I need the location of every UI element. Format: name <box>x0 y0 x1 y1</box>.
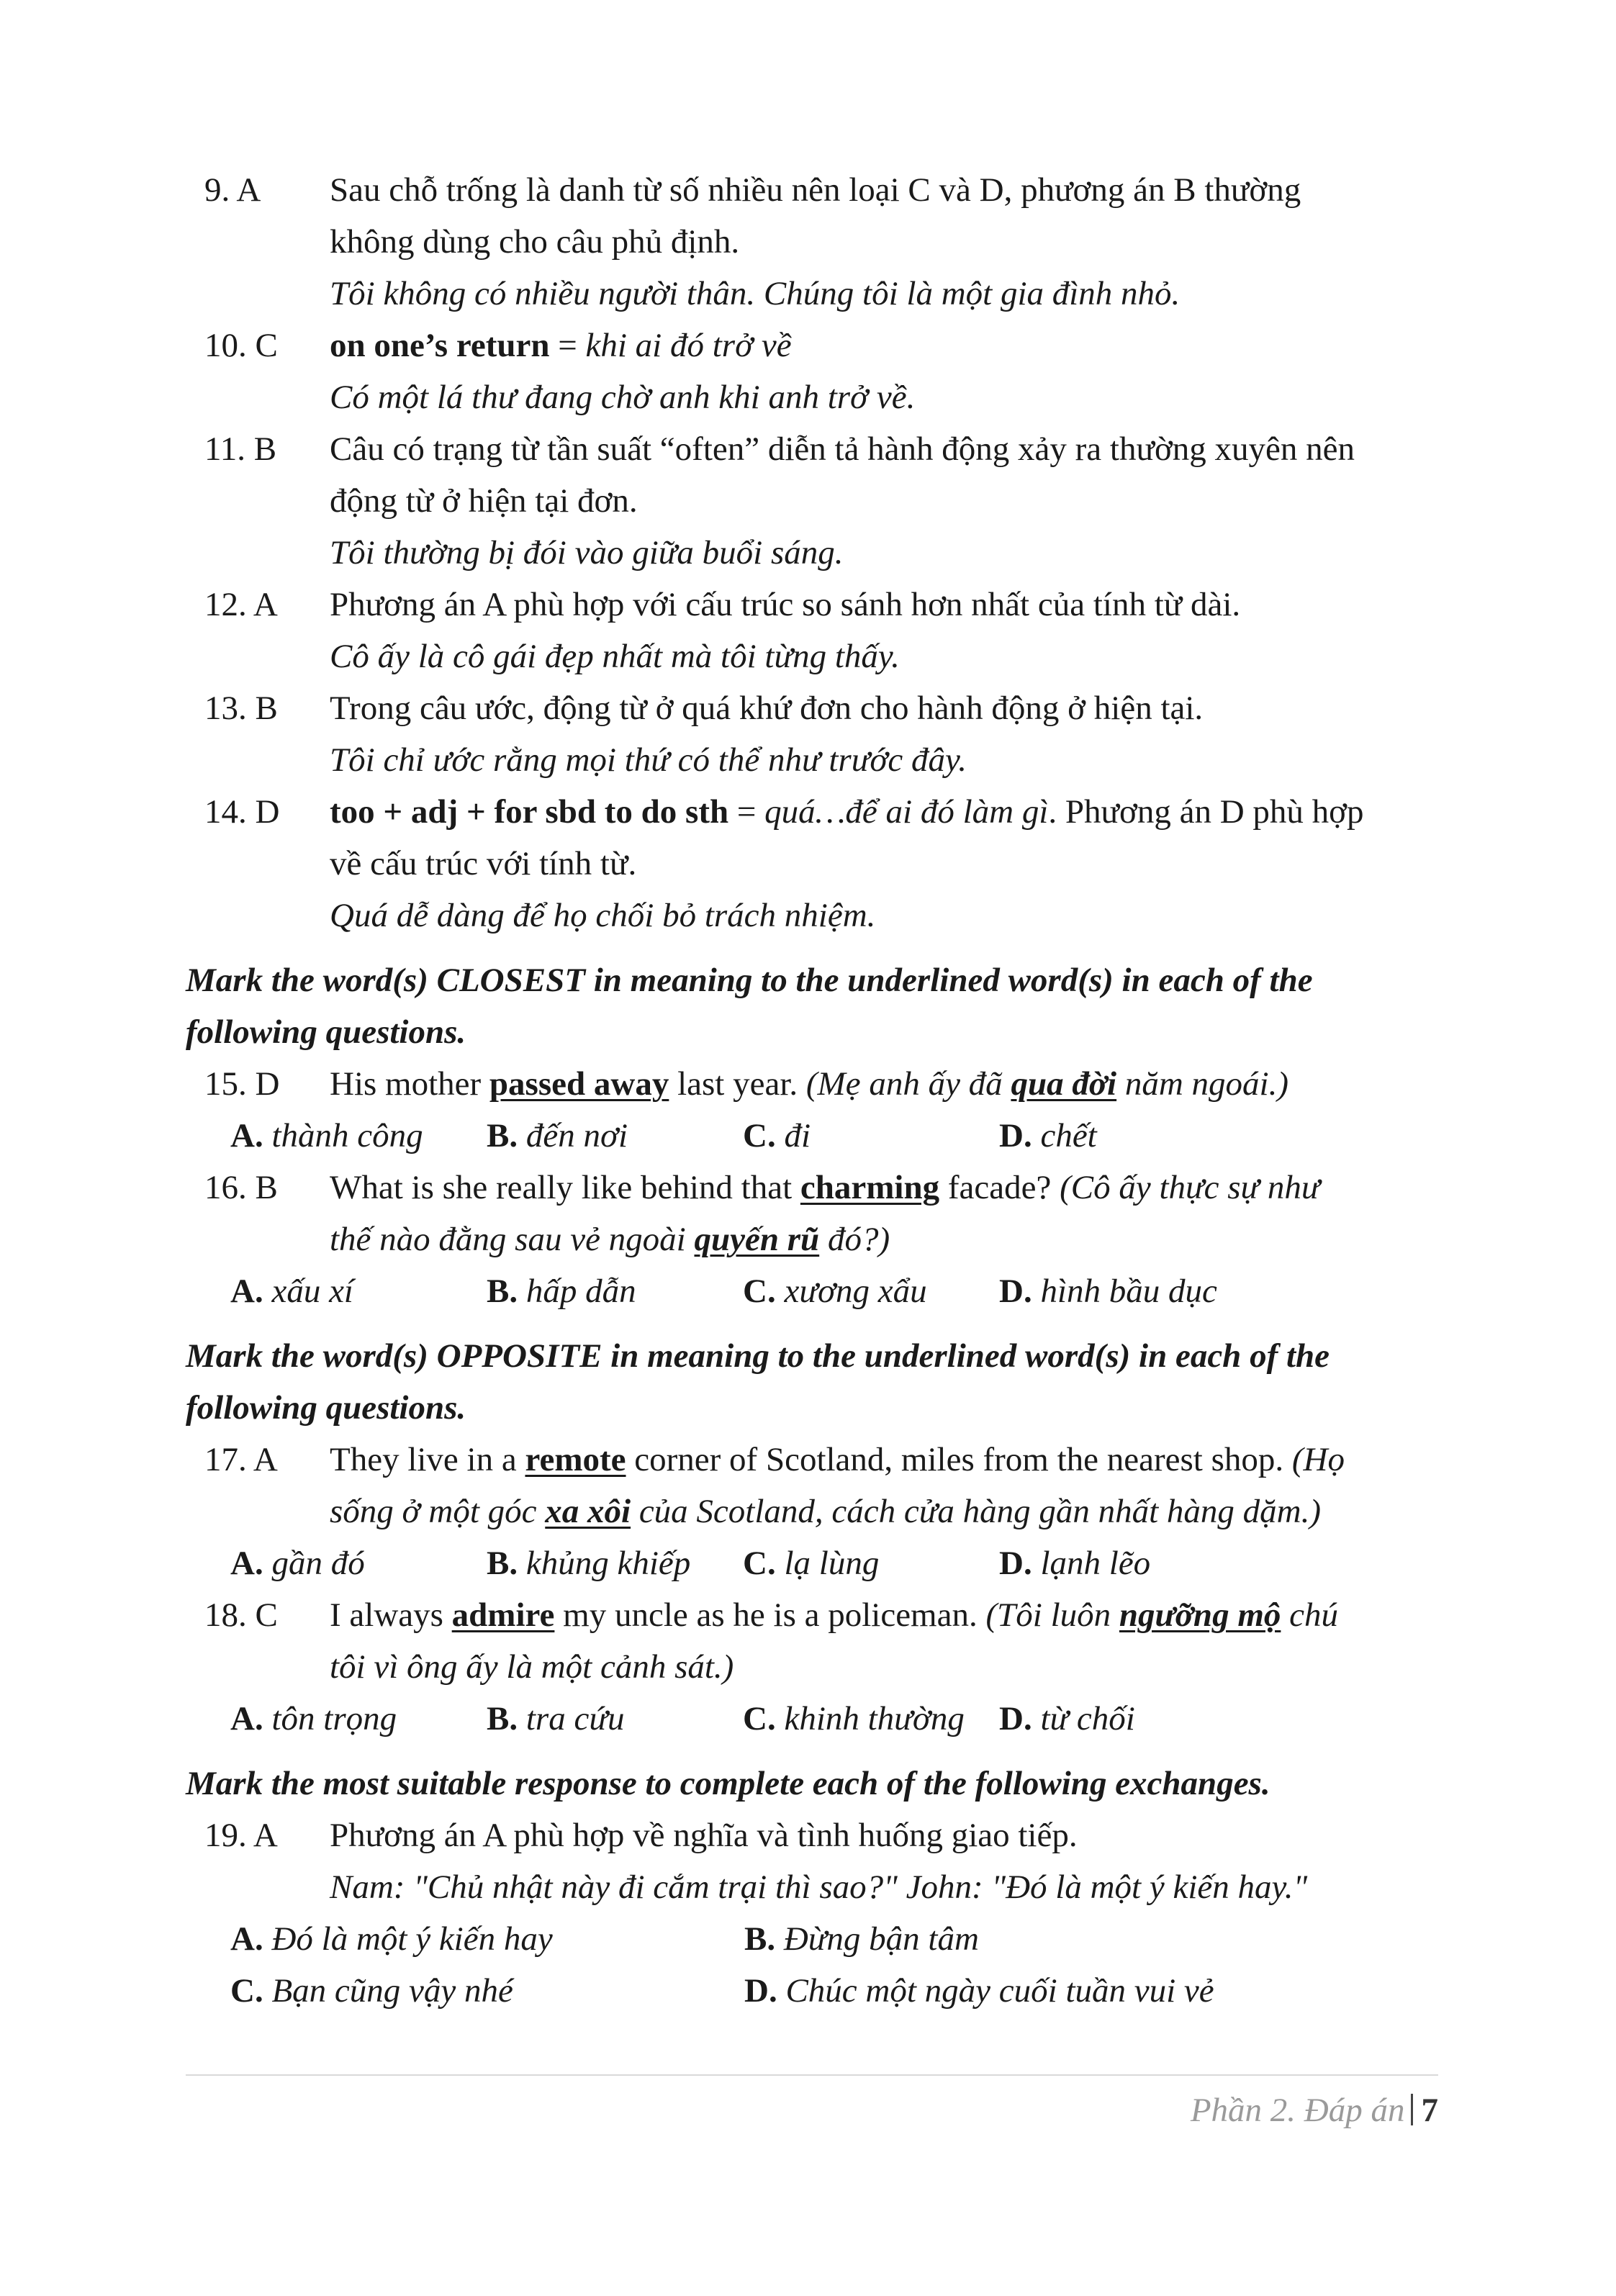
answer-number: 10. C <box>204 327 278 364</box>
structure: on one’s return <box>330 327 550 364</box>
translation: của Scotland, cách cửa hàng gần nhất hàng dặm.) <box>631 1493 1322 1530</box>
option-c <box>743 1265 999 1317</box>
section-heading-line: Mark the most suitable response to complete each of the following exchanges. <box>186 1765 1270 1802</box>
option-text: Đó là một ý kiến hay <box>263 1920 553 1958</box>
answer-number: 18. C <box>204 1596 278 1634</box>
option-b <box>744 1913 1258 1965</box>
page-number: 7 <box>1421 2092 1438 2129</box>
option-letter: A. <box>230 1117 263 1154</box>
translation: (Cô ấy thực sự như <box>1060 1169 1320 1206</box>
answer-item-12 <box>186 579 1438 682</box>
question-text: corner of Scotland, miles from the nearest shop. <box>626 1441 1292 1478</box>
answer-number: 19. A <box>204 1817 278 1854</box>
answer-item-9 <box>186 164 1438 320</box>
answer-item-19 <box>186 1809 1438 1913</box>
question-line <box>330 1162 1438 1213</box>
answer-number: 12. A <box>204 586 278 623</box>
underlined-word: remote <box>525 1441 626 1478</box>
translation: Quá dễ dàng để họ chối bỏ trách nhiệm. <box>330 897 876 934</box>
option-b <box>487 1265 743 1317</box>
option-letter: B. <box>744 1920 776 1958</box>
question-text: I always <box>330 1596 452 1634</box>
option-letter: C. <box>743 1700 776 1737</box>
option-letter: B. <box>487 1273 518 1310</box>
option-letter: D. <box>999 1545 1032 1582</box>
answer-item-17 <box>186 1434 1438 1537</box>
option-c <box>743 1110 999 1162</box>
options-19-row2 <box>186 1965 1438 2017</box>
option-text: khinh thường <box>775 1700 965 1737</box>
option-d <box>999 1693 1255 1745</box>
section-heading-line: Mark the word(s) CLOSEST in meaning to the underlined word(s) in each of the <box>186 962 1313 999</box>
option-a <box>230 1913 744 1965</box>
options-17 <box>186 1537 1438 1589</box>
footer-title: Phần 2. Đáp án <box>1190 2092 1405 2129</box>
explanation-line <box>330 320 1438 371</box>
option-letter: B. <box>487 1117 518 1154</box>
equals: = <box>728 793 765 831</box>
answer-key-page <box>186 164 1438 2017</box>
question-text: What is she really like behind that <box>330 1169 800 1206</box>
translation: năm ngoái.) <box>1116 1065 1289 1103</box>
option-text: lạ lùng <box>775 1545 880 1582</box>
answer-number: 11. B <box>204 430 277 468</box>
explanation-line: Trong câu ước, động từ ở quá khứ đơn cho hành động ở hiện tại. <box>330 690 1204 727</box>
options-15 <box>186 1110 1438 1162</box>
translation-line <box>330 1486 1438 1537</box>
translation-line: tôi vì ông ấy là một cảnh sát.) <box>330 1648 734 1686</box>
translation: Nam: "Chủ nhật này đi cắm trại thì sao?" John: "Đó là một ý kiến hay." <box>330 1868 1308 1906</box>
translation: (Họ <box>1291 1441 1345 1478</box>
option-letter: C. <box>743 1273 776 1310</box>
translation: sống ở một góc <box>330 1493 546 1530</box>
option-text: Chúc một ngày cuối tuần vui vẻ <box>777 1972 1214 2010</box>
explanation-line: không dùng cho câu phủ định. <box>330 223 740 261</box>
option-a <box>230 1537 487 1589</box>
answer-number: 9. A <box>204 171 261 209</box>
explanation-line: Phương án A phù hợp về nghĩa và tình huống giao tiếp. <box>330 1817 1078 1854</box>
option-text: thành công <box>263 1117 423 1154</box>
translation: (Mẹ anh ấy đã <box>805 1065 1011 1103</box>
section-heading-line: following questions. <box>186 1389 466 1427</box>
translation-line <box>330 1213 1438 1265</box>
option-text: Đừng bận tâm <box>775 1920 979 1958</box>
option-letter: A. <box>230 1273 263 1310</box>
option-c <box>743 1693 999 1745</box>
option-letter: D. <box>999 1117 1032 1154</box>
option-letter: B. <box>487 1545 518 1582</box>
answer-number: 17. A <box>204 1441 278 1478</box>
translation: Tôi không có nhiều người thân. Chúng tôi là một gia đình nhỏ. <box>330 275 1181 312</box>
option-d <box>999 1110 1255 1162</box>
explanation-line: Câu có trạng từ tần suất “often” diễn tả hành động xảy ra thường xuyên nên <box>330 430 1355 468</box>
option-text: lạnh lẽo <box>1032 1545 1151 1582</box>
answer-item-14 <box>186 786 1438 941</box>
option-d <box>999 1537 1255 1589</box>
answer-item-16 <box>186 1162 1438 1265</box>
translation: Có một lá thư đang chờ anh khi anh trở về. <box>330 379 916 416</box>
answer-item-11 <box>186 423 1438 579</box>
section-heading-response <box>186 1758 1438 1809</box>
option-text: từ chối <box>1032 1700 1135 1737</box>
option-b <box>487 1537 743 1589</box>
explanation-line: về cấu trúc với tính từ. <box>330 845 637 882</box>
option-text: Bạn cũng vậy nhé <box>263 1972 513 2010</box>
footer-separator <box>1411 2094 1413 2125</box>
answer-number: 14. D <box>204 793 280 831</box>
answer-item-13 <box>186 682 1438 786</box>
page-footer <box>1191 2084 1438 2136</box>
option-c <box>743 1537 999 1589</box>
option-letter: A. <box>230 1700 263 1737</box>
section-heading-line: Mark the word(s) OPPOSITE in meaning to the underlined word(s) in each of the <box>186 1337 1330 1375</box>
explanation-line: động từ ở hiện tại đơn. <box>330 482 638 520</box>
option-letter: C. <box>230 1972 263 2010</box>
underlined-word: charming <box>800 1169 940 1206</box>
explanation-rest: . Phương án D phù hợp <box>1048 793 1364 831</box>
question-text: His mother <box>330 1065 489 1103</box>
option-letter: D. <box>744 1972 777 2010</box>
question-text: They live in a <box>330 1441 525 1478</box>
translation: Tôi chỉ ước rằng mọi thứ có thể như trước đây. <box>330 741 967 779</box>
option-a <box>230 1693 487 1745</box>
option-text: khủng khiếp <box>518 1545 691 1582</box>
option-text: hình bầu dục <box>1032 1273 1217 1310</box>
option-text: chết <box>1032 1117 1097 1154</box>
question-text: my uncle as he is a policeman. <box>554 1596 986 1634</box>
options-16 <box>186 1265 1438 1317</box>
option-text: tra cứu <box>518 1700 625 1737</box>
answer-item-18 <box>186 1589 1438 1693</box>
answer-number: 15. D <box>204 1065 280 1103</box>
answer-number: 16. B <box>204 1169 278 1206</box>
option-letter: C. <box>743 1545 776 1582</box>
option-text: đi <box>775 1117 811 1154</box>
option-letter: C. <box>743 1117 776 1154</box>
option-letter: D. <box>999 1273 1032 1310</box>
option-letter: B. <box>487 1700 518 1737</box>
translation-key: xa xôi <box>545 1493 631 1530</box>
option-c <box>230 1965 744 2017</box>
option-d <box>744 1965 1258 2017</box>
question-line <box>330 1589 1438 1641</box>
options-19-row1 <box>186 1913 1438 1965</box>
option-d <box>999 1265 1255 1317</box>
translation: chú <box>1281 1596 1338 1634</box>
equals: = <box>549 327 586 364</box>
answer-item-15 <box>186 1058 1438 1110</box>
translation: thế nào đằng sau vẻ ngoài <box>330 1221 695 1258</box>
explanation-line: Phương án A phù hợp với cấu trúc so sánh hơn nhất của tính từ dài. <box>330 586 1241 623</box>
option-letter: A. <box>230 1545 263 1582</box>
explanation-line <box>330 786 1438 838</box>
option-text: hấp dẫn <box>518 1273 636 1310</box>
option-text: xương xẩu <box>775 1273 927 1310</box>
translation: đó?) <box>819 1221 890 1258</box>
translation-key: ngưỡng mộ <box>1119 1596 1281 1634</box>
question-line <box>330 1058 1438 1110</box>
explanation-line: Sau chỗ trống là danh từ số nhiều nên loại C và D, phương án B thường <box>330 171 1301 209</box>
answer-number: 13. B <box>204 690 278 727</box>
question-text: last year. <box>669 1065 806 1103</box>
option-b <box>487 1693 743 1745</box>
option-text: đến nơi <box>518 1117 628 1154</box>
underlined-word: admire <box>451 1596 555 1634</box>
option-text: tôn trọng <box>263 1700 397 1737</box>
structure: too + adj + for sbd to do sth <box>330 793 729 831</box>
meaning: khi ai đó trở về <box>585 327 792 364</box>
translation-key: quyến rũ <box>694 1221 820 1258</box>
options-18 <box>186 1693 1438 1745</box>
translation: (Tôi luôn <box>985 1596 1119 1634</box>
meaning: quá…để ai đó làm gì <box>764 793 1049 831</box>
option-text: gần đó <box>263 1545 365 1582</box>
option-letter: A. <box>230 1920 263 1958</box>
option-b <box>487 1110 743 1162</box>
answer-item-10 <box>186 320 1438 423</box>
section-heading-line: following questions. <box>186 1013 466 1051</box>
footer-divider <box>186 2074 1438 2076</box>
question-line <box>330 1434 1438 1486</box>
section-heading-opposite <box>186 1330 1438 1434</box>
option-letter: D. <box>999 1700 1032 1737</box>
option-a <box>230 1110 487 1162</box>
section-heading-closest <box>186 954 1438 1058</box>
option-text: xấu xí <box>263 1273 353 1310</box>
underlined-word: passed away <box>489 1065 669 1103</box>
translation-key: qua đời <box>1011 1065 1117 1103</box>
question-text: facade? <box>939 1169 1060 1206</box>
translation: Cô ấy là cô gái đẹp nhất mà tôi từng thấy. <box>330 638 900 675</box>
option-a <box>230 1265 487 1317</box>
translation: Tôi thường bị đói vào giữa buổi sáng. <box>330 534 844 571</box>
